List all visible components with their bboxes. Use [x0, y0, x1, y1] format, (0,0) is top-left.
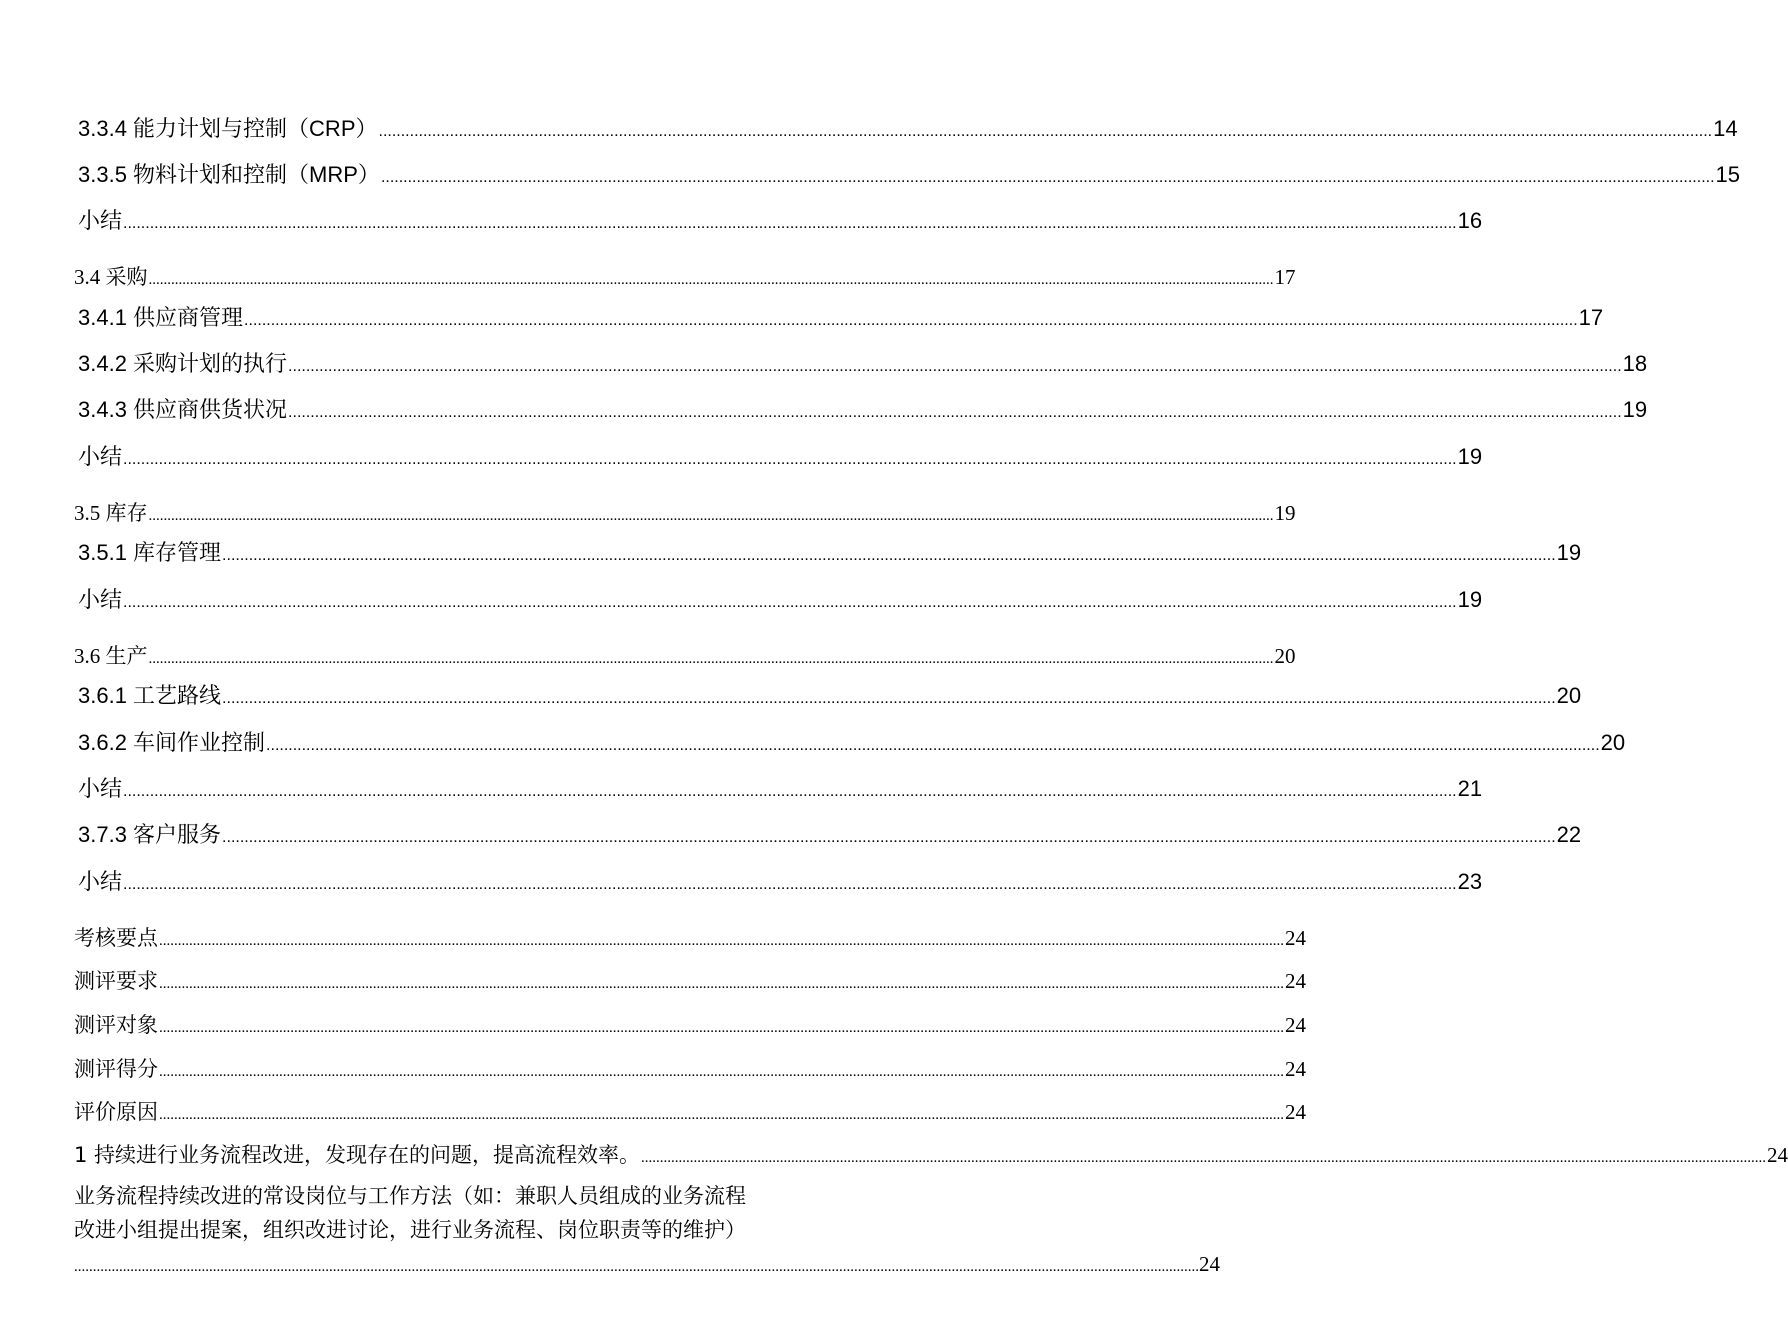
toc-entry[interactable]: [78, 347, 1648, 378]
toc-entry-page: 24: [1285, 926, 1306, 950]
toc-entry-title: 3.4.2 采购计划的执行: [78, 351, 288, 376]
toc-entry-title: 小结: [78, 444, 123, 469]
toc-leader-dots: ............................................................................................................................................................................................................................................................................................................: [74, 1259, 1199, 1275]
toc-entry[interactable]: [74, 497, 1296, 527]
toc-entry-leader-line: [74, 1247, 1220, 1284]
toc-leader-dots: ............................................................................................................................................................................................................................................................................................................: [123, 451, 1457, 468]
toc-entry-page: 21: [1457, 776, 1483, 801]
toc-entry[interactable]: [74, 922, 1306, 952]
toc-entry-page: 16: [1457, 208, 1483, 233]
toc-entry-title: 3.3.4 能力计划与控制（CRP）: [78, 116, 378, 141]
toc-leader-dots: ............................................................................................................................................................................................................................................................................................................: [148, 272, 1274, 288]
toc-leader-dots: ............................................................................................................................................................................................................................................................................................................: [123, 876, 1457, 893]
toc-entry[interactable]: [78, 158, 1741, 189]
toc-entry-title: 测评对象: [74, 1013, 158, 1037]
toc-entry-page: 20: [1556, 683, 1582, 708]
toc-entry[interactable]: [74, 1096, 1306, 1126]
toc-entry-page: 17: [1578, 305, 1604, 330]
toc-entry[interactable]: [74, 640, 1296, 670]
toc-entry-title: 3.6 生产: [74, 644, 148, 668]
toc-entry[interactable]: [74, 1139, 1788, 1169]
toc-leader-dots: ............................................................................................................................................................................................................................................................................................................: [222, 829, 1556, 846]
toc-entry[interactable]: [74, 261, 1296, 291]
toc-entry-title: 3.4 采购: [74, 265, 148, 289]
toc-leader-dots: ............................................................................................................................................................................................................................................................................................................: [288, 358, 1622, 375]
toc-entry-title: 3.4.3 供应商供货状况: [78, 397, 288, 422]
toc-entry[interactable]: [78, 865, 1483, 896]
toc-entry-page: 24: [1285, 1057, 1306, 1081]
toc-entry-page: 18: [1622, 351, 1648, 376]
toc-entry-page: 24: [1285, 969, 1306, 993]
toc-leader-dots: ............................................................................................................................................................................................................................................................................................................: [159, 1064, 1284, 1080]
toc-entry-page: 19: [1622, 397, 1648, 422]
toc-entry[interactable]: [74, 1009, 1306, 1039]
toc-entry-title: 3.7.3 客户服务: [78, 822, 222, 847]
toc-entry-page: 19: [1457, 587, 1483, 612]
toc-entry-title: 3.6.2 车间作业控制: [78, 730, 266, 755]
toc-entry-page: 24: [1199, 1252, 1220, 1276]
toc-entry[interactable]: [78, 583, 1483, 614]
toc-entry-title: 3.5.1 库存管理: [78, 540, 222, 565]
toc-entry-title: 小结: [78, 587, 123, 612]
toc-entry-title: 1 持续进行业务流程改进，发现存在的问题，提高流程效率。: [74, 1143, 641, 1167]
toc-entry-page: 19: [1274, 501, 1296, 525]
toc-leader-dots: ............................................................................................................................................................................................................................................................................................................: [266, 737, 1600, 754]
toc-entry-page: 24: [1767, 1143, 1788, 1167]
toc-entry-page: 20: [1600, 730, 1626, 755]
toc-leader-dots: ............................................................................................................................................................................................................................................................................................................: [222, 547, 1556, 564]
toc-entry-title: 3.4.1 供应商管理: [78, 305, 244, 330]
toc-entry-page: 14: [1713, 116, 1738, 141]
toc-entry[interactable]: [78, 536, 1582, 567]
toc-entry-title: 评价原因: [74, 1100, 158, 1124]
toc-entry[interactable]: [78, 301, 1604, 332]
toc-leader-dots: ............................................................................................................................................................................................................................................................................................................: [380, 169, 1715, 186]
toc-leader-dots: ............................................................................................................................................................................................................................................................................................................: [159, 1020, 1284, 1036]
toc-entry-title: 小结: [78, 208, 123, 233]
toc-leader-dots: ............................................................................................................................................................................................................................................................................................................: [148, 508, 1274, 524]
toc-entry[interactable]: [78, 112, 1738, 143]
toc-entry[interactable]: [78, 726, 1626, 757]
toc-entry-page: 24: [1285, 1100, 1306, 1124]
toc-entry-title: 3.6.1 工艺路线: [78, 683, 222, 708]
toc-entry-title-line1: 业务流程持续改进的常设岗位与工作方法（如：兼职人员组成的业务流程: [74, 1184, 746, 1208]
toc-leader-dots: ............................................................................................................................................................................................................................................................................................................: [123, 783, 1457, 800]
toc-entry[interactable]: [78, 204, 1483, 235]
toc-leader-dots: ............................................................................................................................................................................................................................................................................................................: [288, 404, 1622, 421]
toc-leader-dots: ............................................................................................................................................................................................................................................................................................................: [159, 933, 1284, 949]
toc-entry-title: 小结: [78, 776, 123, 801]
toc-entry-title: 测评得分: [74, 1057, 158, 1081]
toc-entry-page: 17: [1274, 265, 1296, 289]
toc-entry-page: 22: [1556, 822, 1582, 847]
toc-entry[interactable]: [78, 393, 1648, 424]
toc-leader-dots: ............................................................................................................................................................................................................................................................................................................: [244, 312, 1578, 329]
toc-entry[interactable]: [74, 1053, 1306, 1083]
toc-entry-page: 19: [1556, 540, 1582, 565]
toc-leader-dots: ............................................................................................................................................................................................................................................................................................................: [123, 215, 1457, 232]
toc-entry[interactable]: [78, 818, 1582, 849]
toc-entry-title: 3.3.5 物料计划和控制（MRP）: [78, 162, 380, 187]
toc-entry[interactable]: [78, 772, 1483, 803]
toc-entry-title: 3.5 库存: [74, 501, 148, 525]
toc-entry[interactable]: [78, 679, 1582, 710]
toc-entry[interactable]: [74, 965, 1306, 995]
toc-leader-dots: ............................................................................................................................................................................................................................................................................................................: [123, 594, 1457, 611]
toc-entry-page: 20: [1274, 644, 1296, 668]
toc-leader-dots: ............................................................................................................................................................................................................................................................................................................: [159, 1107, 1284, 1123]
toc-entry-page: 19: [1457, 444, 1483, 469]
toc-entry-wrapped[interactable]: [74, 1179, 1220, 1284]
toc-entry-title: 测评要求: [74, 969, 158, 993]
toc-leader-dots: ............................................................................................................................................................................................................................................................................................................: [148, 651, 1274, 667]
toc-entry-title-line2: 改进小组提出提案，组织改进讨论，进行业务流程、岗位职责等的维护）: [74, 1218, 746, 1242]
toc-entry-page: 15: [1715, 162, 1741, 187]
toc-entry-page: 24: [1285, 1013, 1306, 1037]
toc-leader-dots: ............................................................................................................................................................................................................................................................................................................: [222, 690, 1556, 707]
toc-entry-page: 23: [1457, 869, 1483, 894]
toc-entry[interactable]: [78, 440, 1483, 471]
toc-leader-dots: ............................................................................................................................................................................................................................................................................................................: [378, 123, 1713, 140]
toc-entry-title: 小结: [78, 869, 123, 894]
toc-leader-dots: ............................................................................................................................................................................................................................................................................................................: [641, 1150, 1767, 1166]
toc-leader-dots: ............................................................................................................................................................................................................................................................................................................: [159, 976, 1284, 992]
toc-entry-title: 考核要点: [74, 926, 158, 950]
